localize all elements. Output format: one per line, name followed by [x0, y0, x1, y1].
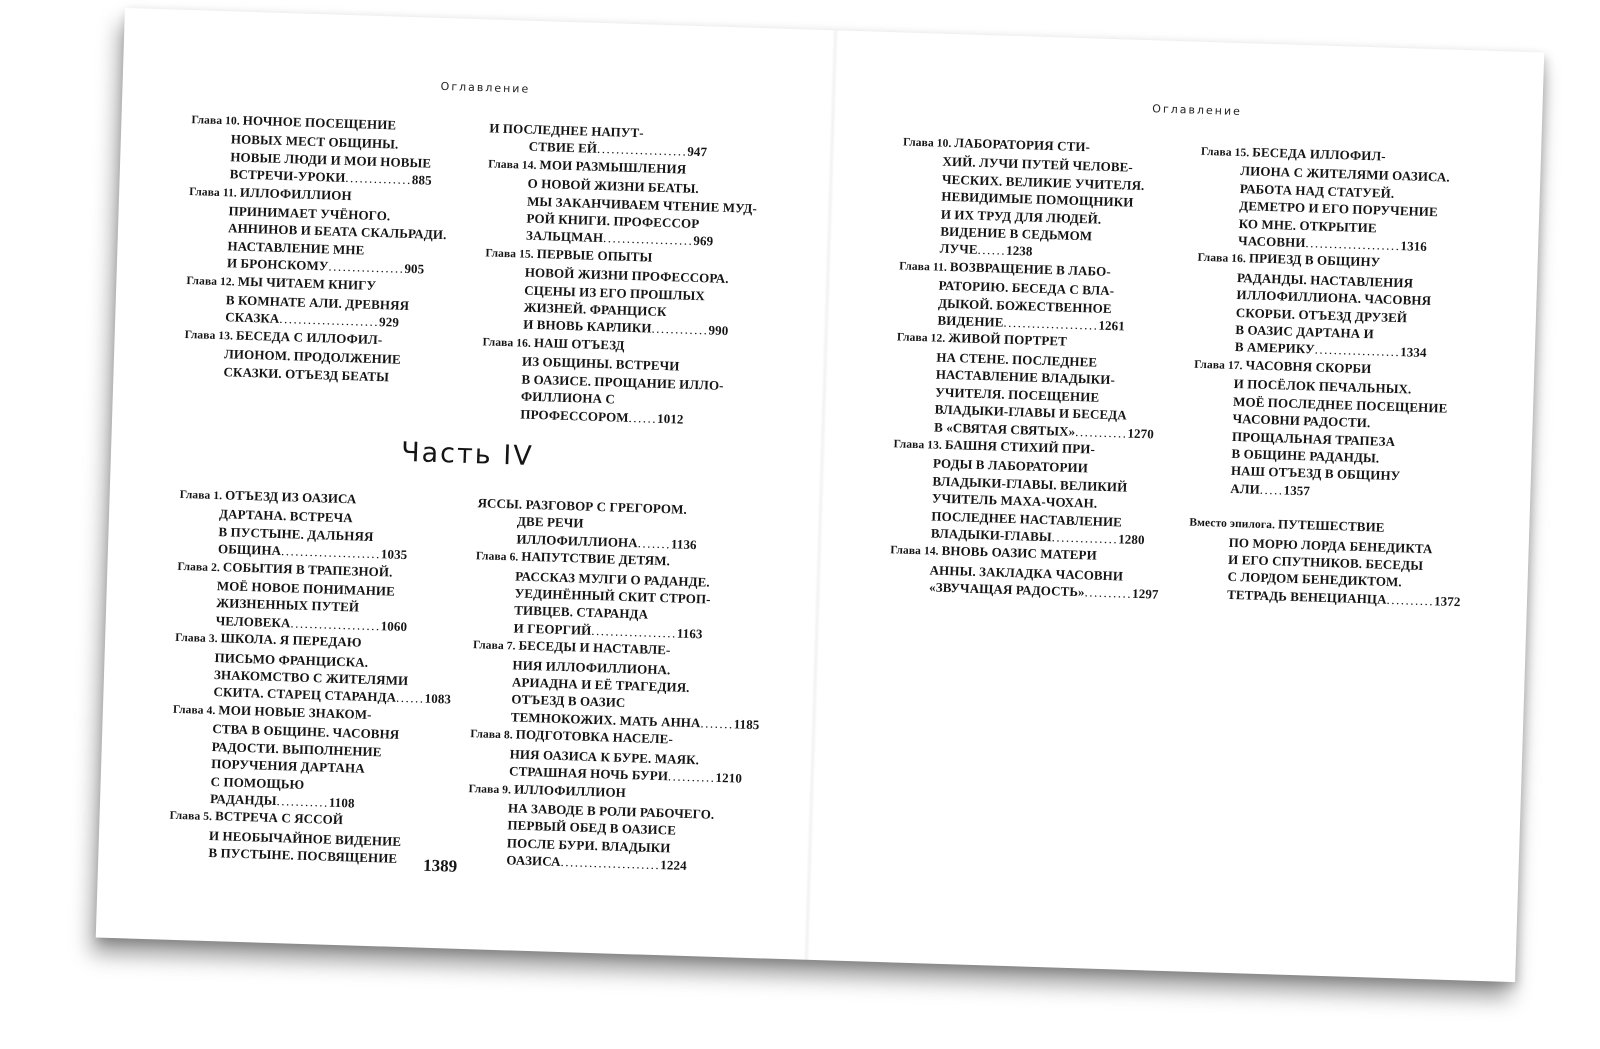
chapter-title-text: ЛИОНОМ. ПРОДОЛЖЕНИЕ: [223, 346, 402, 368]
chapter-title-text: ЛИОНА С ЖИТЕЛЯМИ ОАЗИСА.: [1240, 163, 1450, 186]
chapter-title-text: ПЕРВЫЙ ОБЕД В ОАЗИСЕ: [507, 817, 677, 838]
chapter-label: Глава 5.: [169, 810, 216, 824]
right-page: [807, 30, 1544, 982]
chapter-title-text: НОЧНОЕ ПОСЕЩЕНИЕ: [242, 112, 397, 133]
chapter-title-text: В ОАЗИС ДАРТАНА И: [1235, 322, 1375, 342]
chapter-title-text: МЫ ЧИТАЕМ КНИГУ: [237, 273, 377, 293]
toc-page-number: 905: [404, 261, 425, 277]
chapter-label: Глава 11.: [899, 260, 951, 274]
leader-dots: ..........: [1386, 591, 1435, 609]
toc-entry: [178, 485, 460, 565]
chapter-label: Глава 12.: [186, 274, 238, 289]
chapter-title-text: РАССКАЗ МУЛГИ О РАДАНДЕ.: [515, 568, 711, 590]
chapter-title-text: РОЙ КНИГИ. ПРОФЕССОР: [526, 210, 700, 232]
chapter-title-text: ОТЪЕЗД В ОАЗИС: [511, 691, 626, 711]
chapter-title-text: ПРИНИМАЕТ УЧЁНОГО.: [228, 203, 391, 224]
chapter-title-text: ПО МОРЮ ЛОРДА БЕНЕДИКТА: [1228, 534, 1433, 556]
leader-dots: .....................: [560, 854, 661, 873]
chapter-title-text: ЯССЫ. РАЗГОВОР С ГРЕГОРОМ.: [477, 495, 688, 517]
toc-entry: [473, 546, 766, 644]
toc-page-number: 1035: [380, 546, 408, 563]
chapter-label: Глава 9.: [468, 782, 515, 797]
toc-entry: [480, 332, 773, 430]
chapter-title-text: КО МНЕ. ОТКРЫТИЕ: [1238, 215, 1377, 235]
chapter-label: Глава 4.: [172, 703, 219, 718]
leader-dots: ............: [651, 321, 709, 338]
chapter-title-text: ТИВЦЕВ. СТАРАНДА: [513, 602, 649, 623]
toc-entry: [486, 154, 779, 252]
toc-entry: [891, 434, 1174, 549]
chapter-label: Глава 13.: [184, 328, 237, 343]
chapter-label: Глава 16.: [482, 336, 535, 350]
leader-dots: ....................: [1003, 314, 1099, 333]
chapter-title-text: НОВОЙ ЖИЗНИ ПРОФЕССОРА.: [524, 264, 729, 287]
leader-dots: .....................: [280, 543, 382, 562]
toc-page-number: 1210: [715, 769, 743, 786]
toc-page-number: 929: [378, 314, 400, 331]
toc-page-number: 1297: [1131, 586, 1159, 602]
chapter-title-text: В ОБЩИНЕ РАДАНДЫ.: [1231, 445, 1380, 466]
chapter-title-text: ШКОЛА. Я ПЕРЕДАЮ: [220, 630, 362, 650]
chapter-title-text: УЧИТЕЛЯ. ПОСЕЩЕНИЕ: [935, 384, 1100, 405]
chapter-title-text: НАШ ОТЪЕЗД В ОБЩИНУ АЛИ: [1230, 463, 1401, 497]
toc-entry-line: [500, 387, 771, 430]
chapter-title-text: И ИХ ТРУД ДЛЯ ЛЮДЕЙ.: [940, 206, 1102, 227]
chapter-title-text: СТВИЕ ЕЙ: [528, 139, 598, 157]
leader-dots: ...................: [602, 230, 694, 249]
toc-entry: [894, 328, 1177, 443]
chapter-title-text: ИЗ ОБЩИНЫ. ВСТРЕЧИ: [521, 353, 680, 374]
leader-dots: ......: [977, 242, 1007, 259]
leader-dots: ...................: [290, 615, 381, 634]
chapter-title-text: В АМЕРИКУ: [1234, 339, 1315, 357]
chapter-title-text: ЧАСОВНЯ СКОРБИ: [1245, 357, 1372, 377]
chapter-label: Глава 2.: [177, 560, 224, 574]
chapter-title-text: РОДЫ В ЛАБОРАТОРИИ: [932, 455, 1089, 476]
toc-page-number: 947: [687, 144, 708, 160]
chapter-title-text: РАБОТА НАД СТАТУЕЙ.: [1239, 180, 1395, 201]
chapter-title-text: НИЯ ИЛЛОФИЛЛИОНА.: [512, 657, 671, 678]
chapter-title-text: ПРИЕЗД В ОБЩИНУ: [1248, 250, 1381, 270]
chapter-title-text: ВСТРЕЧИ-УРОКИ: [229, 166, 346, 186]
toc-entry: [1195, 248, 1483, 363]
toc-entry: [187, 182, 470, 280]
chapter-title-text: С ПОМОЩЬЮ РАДАНДЫ: [209, 773, 305, 808]
chapter-title-text: ТЕТРАДЬ ВЕНЕЦИАНЦА: [1226, 586, 1387, 607]
chapter-label: Глава 11.: [189, 185, 241, 200]
toc-entry: [1190, 355, 1479, 505]
leader-dots: ...........: [1075, 423, 1128, 441]
chapter-title-text: МОИ НОВЫЕ ЗНАКОМ-: [218, 702, 372, 722]
chapter-title-text: БЕСЕДА С ИЛЛОФИЛ-: [235, 327, 383, 348]
toc-entry: [469, 724, 761, 787]
chapter-title-text: ВОЗВРАЩЕНИЕ В ЛАБО-: [949, 258, 1112, 279]
leader-dots: ................: [328, 258, 405, 277]
chapter-title-text: ИЛЛОФИЛЛИОН: [239, 184, 352, 203]
leader-dots: ..........: [1084, 584, 1133, 602]
toc-entry: [168, 806, 450, 869]
chapter-title-text: И НЕОБЫЧАЙНОЕ ВИДЕНИЕ: [208, 827, 402, 849]
chapter-title-text: РАТОРИЮ. БЕСЕДА С ВЛА-: [938, 277, 1115, 299]
chapter-label: Глава 17.: [1194, 358, 1246, 373]
chapter-title-text: ПОСЛЕ БУРИ. ВЛАДЫКИ: [506, 835, 671, 856]
toc-entry-line: [1210, 462, 1476, 505]
chapter-title-text: СКАЗКИ. ОТЪЕЗД БЕАТЫ: [223, 363, 390, 385]
chapter-title-text: ОТЪЕЗД ИЗ ОАЗИСА: [224, 487, 357, 507]
toc-page-number: 1261: [1098, 317, 1126, 334]
toc-page-number: 1185: [733, 716, 760, 733]
chapter-title-text: СОБЫТИЯ В ТРАПЕЗНОЙ.: [222, 558, 393, 580]
toc-page-number: 885: [411, 172, 432, 188]
toc-entry: [476, 494, 767, 555]
chapter-label: Глава 14.: [890, 544, 942, 559]
chapter-title-text: ОАЗИСА: [506, 852, 561, 870]
chapter-title-text: ВЛАДЫКИ-ГЛАВЫ: [930, 525, 1052, 545]
chapter-title-text: ХИЙ. ЛУЧИ ПУТЕЙ ЧЕЛОВЕ-: [942, 154, 1134, 176]
toc-entry: [466, 779, 759, 877]
chapter-title-text: ПИСЬМО ФРАНЦИСКА.: [214, 649, 369, 670]
chapter-title-text: АННЫ. ЗАКЛАДКА ЧАСОВНИ: [929, 562, 1124, 584]
leader-dots: .......: [637, 535, 672, 552]
toc-entry: [183, 325, 465, 388]
toc-entry: [471, 635, 764, 733]
toc-page-number: 1316: [1400, 238, 1428, 254]
toc-page-number: 1224: [660, 857, 687, 874]
toc-column: [466, 494, 768, 876]
chapter-title-text: ВНОВЬ ОАЗИС МАТЕРИ: [941, 543, 1098, 564]
chapter-title-text: СТВА В ОБЩИНЕ. ЧАСОВНЯ: [212, 721, 400, 743]
chapter-title-text: БАШНЯ СТИХИЙ ПРИ-: [944, 436, 1096, 457]
chapter-title-text: В КОМНАТЕ АЛИ. ДРЕВНЯЯ: [225, 292, 410, 314]
chapter-title-text: БЕСЕДА ИЛЛОФИЛ-: [1252, 144, 1386, 164]
toc-page-number: 1270: [1127, 425, 1155, 441]
chapter-title-text: ЧЕСКИХ. ВЕЛИКИЕ УЧИТЕЛЯ.: [941, 171, 1145, 193]
chapter-title-text: СЦЕНЫ ИЗ ЕГО ПРОШЛЫХ: [524, 282, 706, 303]
chapter-title-text: ДВЕ РЕЧИ ИЛЛОФИЛЛИОНА: [516, 513, 638, 551]
chapter-title-text: ДАРТАНА. ВСТРЕЧА: [218, 506, 353, 526]
chapter-label: Глава 13.: [893, 438, 946, 452]
chapter-title-text: ЖИЗНЕЙ. ФРАНЦИСК: [523, 299, 667, 320]
chapter-title-text: В ПУСТЫНЕ. ПОСВЯЩЕНИЕ: [208, 845, 398, 867]
leader-dots: ..........: [667, 768, 716, 785]
leader-dots: ......: [628, 409, 658, 426]
chapter-title-text: И ПОСЛЕДНЕЕ НАПУТ-: [489, 120, 644, 141]
chapter-title-text: НА СТЕНЕ. ПОСЛЕДНЕЕ: [936, 349, 1098, 370]
chapter-title-text: И БРОНСКОМУ: [226, 255, 329, 274]
chapter-title-text: ОБЩИНА: [217, 541, 282, 559]
chapter-title-text: НАСТАВЛЕНИЕ ВЛАДЫКИ-: [935, 366, 1116, 388]
toc-page-number: 1083: [424, 691, 452, 707]
chapter-title-text: ПОДГОТОВКА НАСЕЛЕ-: [515, 726, 674, 747]
chapter-title-text: БЕСЕДЫ И НАСТАВЛЕ-: [518, 637, 671, 658]
chapter-title-text: ЧАСОВНИ: [1237, 233, 1306, 251]
chapter-title-text: АННИНОВ И БЕАТА СКАЛЬРАДИ.: [227, 220, 447, 243]
chapter-label: Глава 15.: [485, 247, 537, 261]
toc-entry: [483, 243, 776, 341]
chapter-title-text: НАПУТСТВИЕ ДЕТЯМ.: [521, 548, 671, 569]
chapter-label: Глава 1.: [179, 488, 226, 503]
chapter-title-text: В ОАЗИСЕ. ПРОЩАНИЕ ИЛЛО-: [521, 371, 724, 393]
chapter-label: Глава 6.: [475, 550, 522, 564]
chapter-title-text: ПУТЕШЕСТВИЕ: [1277, 516, 1385, 535]
chapter-title-text: ПРОЩАЛЬНАЯ ТРАПЕЗА: [1231, 428, 1396, 449]
toc-column: [889, 132, 1183, 603]
chapter-title-text: ПОРУЧЕНИЯ ДАРТАНА: [211, 756, 365, 776]
chapter-label: Глава 8.: [470, 728, 516, 742]
running-head-right: Оглавление: [1152, 102, 1243, 119]
leader-dots: .......: [700, 715, 734, 732]
chapter-title-text: О НОВОЙ ЖИЗНИ БЕАТЫ.: [527, 175, 700, 197]
toc-page-number: 969: [693, 233, 714, 249]
chapter-title-text: ЧАСОВНИ РАДОСТИ.: [1232, 411, 1371, 431]
chapter-title-text: НЕВИДИМЫЕ ПОМОЩНИКИ: [941, 188, 1134, 210]
toc-page-number: 1372: [1433, 593, 1461, 609]
chapter-title-text: ПЕРВЫЕ ОПЫТЫ: [536, 245, 653, 265]
chapter-title-text: ВСТРЕЧА С ЯССОЙ: [214, 808, 344, 828]
leader-dots: .....: [1259, 481, 1284, 498]
chapter-title-text: ДЕМЕТРО И ЕГО ПОРУЧЕНИЕ: [1239, 198, 1439, 220]
chapter-title-text: СКИТА. СТАРЕЦ СТАРАНДА: [213, 684, 397, 706]
chapter-title-text: МОЁ НОВОЕ ПОНИМАНИЕ: [216, 578, 396, 599]
running-head-left: Оглавление: [440, 79, 531, 96]
chapter-title-text: СТРАШНАЯ НОЧЬ БУРИ: [508, 763, 669, 784]
toc-entry: [1198, 142, 1486, 257]
chapter-title-text: ЗАЛЬЦМАН: [525, 228, 604, 246]
toc-column: [480, 119, 779, 430]
chapter-label: Глава 3.: [174, 632, 221, 646]
chapter-label: Глава 16.: [1197, 252, 1250, 266]
toc-page-number: 1136: [670, 536, 697, 552]
chapter-title-text: ЖИЗНЕННЫХ ПУТЕЙ: [216, 595, 360, 616]
chapter-title-text: ПОСЛЕДНЕЕ НАСТАВЛЕНИЕ: [931, 508, 1123, 530]
toc-entry: [889, 541, 1171, 604]
chapter-title-text: НОВЫХ МЕСТ ОБЩИНЫ.: [230, 131, 399, 152]
leader-dots: ...................: [596, 141, 688, 160]
chapter-title-text: В «СВЯТАЯ СВЯТЫХ»: [933, 419, 1076, 439]
chapter-title-text: ТЕМНОКОЖИХ. МАТЬ АННА: [510, 709, 701, 731]
chapter-title-text: «ЗВУЧАЩАЯ РАДОСТЬ»: [928, 579, 1085, 600]
toc-column: [1187, 142, 1486, 611]
chapter-title-text: НОВЫЕ ЛЮДИ И МОИ НОВЫЕ: [230, 149, 432, 171]
chapter-title-text: РАДОСТИ. ВЫПОЛНЕНИЕ: [211, 738, 382, 760]
chapter-label: Глава 12.: [896, 331, 949, 346]
chapter-title-text: АРИАДНА И ЕЁ ТРАГЕДИЯ.: [511, 674, 690, 696]
chapter-title-text: НАСТАВЛЕНИЕ МНЕ: [227, 238, 365, 258]
chapter-title-text: И ПОСЁЛОК ПЕЧАЛЬНЫХ.: [1233, 376, 1412, 397]
chapter-title-text: ВЛАДЫКИ-ГЛАВЫ. ВЕЛИКИЙ: [932, 473, 1128, 495]
toc-entry: [185, 271, 467, 334]
toc-entry: [176, 556, 458, 636]
chapter-title-text: ЛАБОРАТОРИЯ СТИ-: [954, 135, 1091, 155]
toc-entry: [897, 256, 1179, 336]
left-page: [96, 8, 835, 960]
chapter-label: Глава 7.: [472, 639, 519, 653]
chapter-title-text: НАШ ОТЪЕЗД: [533, 334, 625, 353]
leader-dots: ...........: [276, 792, 330, 810]
chapter-title-text: ВЛАДЫКИ-ГЛАВЫ И БЕСЕДА: [934, 401, 1128, 423]
book-spread: [96, 8, 1545, 982]
leader-dots: ..................: [1314, 341, 1401, 360]
chapter-title-text: НА ЗАВОДЕ В РОЛИ РАБОЧЕГО.: [507, 800, 715, 822]
chapter-title-text: ЗНАКОМСТВО С ЖИТЕЛЯМИ: [213, 667, 409, 689]
chapter-title-text: ЧЕЛОВЕКА: [215, 612, 291, 631]
chapter-title-text: ЖИВОЙ ПОРТРЕТ: [948, 330, 1068, 350]
chapter-title-text: ВИДЕНИЕ: [937, 312, 1004, 330]
leader-dots: ..................: [591, 622, 678, 641]
toc-entry: [170, 700, 453, 815]
chapter-title-text: ФИЛЛИОНА С ПРОФЕССОРОМ: [520, 388, 629, 425]
chapter-title-text: МОИ РАЗМЫШЛЕНИЯ: [539, 156, 687, 177]
leader-dots: ..............: [345, 170, 413, 188]
toc-page-number: 1280: [1117, 531, 1145, 548]
chapter-title-text: С ЛОРДОМ БЕНЕДИКТОМ.: [1227, 569, 1403, 590]
chapter-title-text: РАДАНДЫ. НАСТАВЛЕНИЯ: [1236, 269, 1414, 291]
chapter-title-text: НИЯ ОАЗИСА К БУРЕ. МАЯК.: [509, 746, 700, 768]
toc-page-number: 1163: [676, 625, 703, 642]
chapter-title-text: ИЛЛОФИЛЛИОНА. ЧАСОВНЯ: [1236, 287, 1432, 309]
chapter-label: Глава 15.: [1200, 145, 1253, 160]
chapter-title-text: СКОРБИ. ОТЪЕЗД ДРУЗЕЙ: [1235, 304, 1408, 326]
chapter-title-text: В ПУСТЫНЕ. ДАЛЬНЯЯ: [218, 523, 374, 544]
toc-entry: [190, 110, 472, 190]
chapter-title-text: ДЫКОЙ. БОЖЕСТВЕННОЕ: [937, 295, 1112, 316]
chapter-title-text: ИЛЛОФИЛЛИОН: [513, 781, 627, 800]
chapter-title-text: И ЕГО СПУТНИКОВ. БЕСЕДЫ: [1227, 551, 1424, 573]
leader-dots: ....................: [1305, 235, 1401, 254]
chapter-label: Вместо эпилога.: [1189, 516, 1279, 532]
toc-page-number: 990: [708, 322, 729, 339]
chapter-title-text: МОЁ ПОСЛЕДНЕЕ ПОСЕЩЕНИЕ: [1232, 393, 1448, 416]
toc-page-number: 1108: [328, 794, 355, 811]
chapter-label: Глава 10.: [191, 114, 243, 128]
toc-page-number: 1334: [1399, 344, 1427, 361]
part-title: Часть IV: [400, 436, 535, 472]
chapter-title-text: И ВНОВЬ КАРЛИКИ: [522, 317, 652, 337]
toc-page-number: 1357: [1283, 482, 1311, 499]
toc-page-number: 1060: [380, 618, 408, 634]
chapter-title-text: И ГЕОРГИЙ: [513, 620, 592, 638]
page-number: 1389: [422, 855, 458, 876]
chapter-title-text: ВИДЕНИЕ В СЕДЬМОМ ЛУЧЕ: [939, 223, 1093, 258]
chapter-title-text: МЫ ЗАКАНЧИВАЕМ ЧТЕНИЕ МУД-: [526, 193, 758, 216]
toc-page-number: 1238: [1005, 243, 1033, 259]
chapter-label: Глава 14.: [488, 158, 540, 172]
leader-dots: ..............: [1051, 529, 1119, 547]
chapter-label: Глава 10.: [902, 136, 955, 151]
chapter-title-text: УЧИТЕЛЬ МАХА-ЧОХАН.: [931, 490, 1098, 511]
leader-dots: .....................: [279, 311, 380, 330]
leader-dots: ......: [395, 690, 425, 707]
toc-column: [183, 110, 471, 388]
toc-entry: [900, 132, 1184, 265]
toc-column: [168, 485, 460, 869]
toc-entry: [1187, 513, 1475, 611]
chapter-title-text: СКАЗКА: [225, 309, 280, 327]
toc-entry: [173, 628, 455, 708]
chapter-title-text: УЕДИНЁННЫЙ СКИТ СТРОП-: [514, 585, 711, 607]
toc-page-number: 1012: [656, 410, 684, 427]
